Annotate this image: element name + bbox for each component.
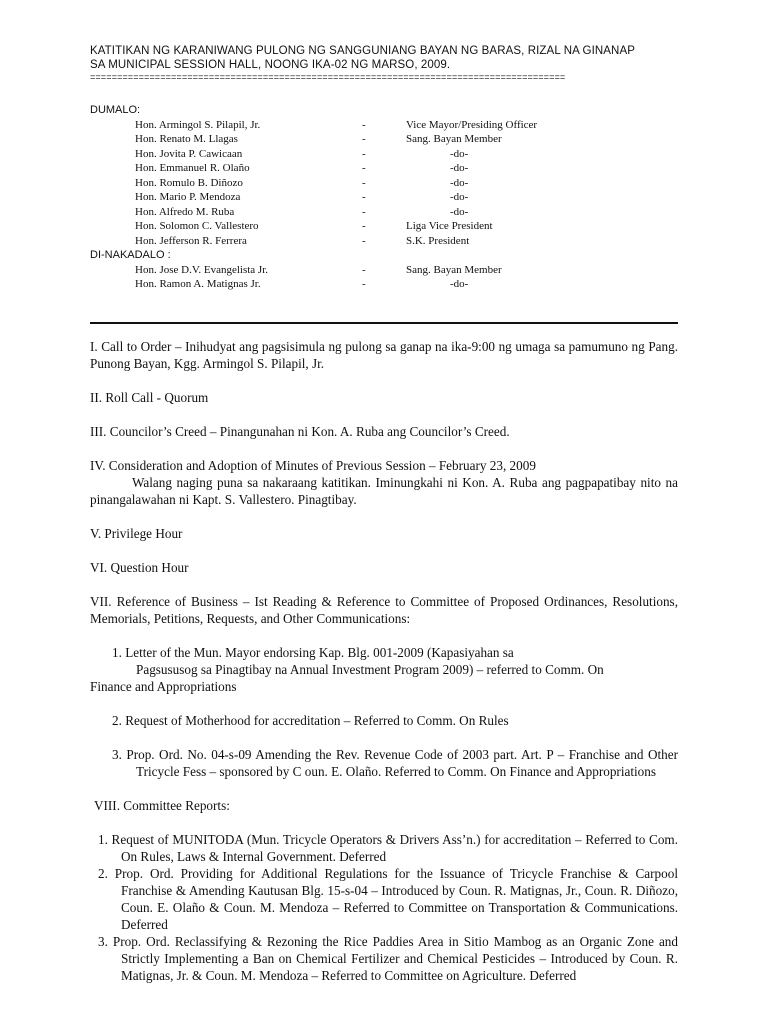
- document-header: [90, 44, 690, 72]
- attendee-row: [90, 219, 690, 234]
- reference-item-1-line-2: Pagsususog sa Pinagtibay na Annual Investment Program 2009) – referred to Comm. On: [136, 662, 604, 677]
- section-roll-call: II. Roll Call - Quorum: [90, 390, 209, 405]
- absent-label: DI-NAKADALO :: [90, 249, 171, 261]
- attendee-name: Hon. Jovita P. Cawicaan: [135, 147, 243, 160]
- reference-item-1-line-1: 1. Letter of the Mun. Mayor endorsing Kap. Blg. 001-2009 (Kapasiyahan sa: [112, 645, 514, 660]
- attendee-role: -do-: [450, 191, 469, 203]
- attendee-role: Liga Vice President: [406, 220, 493, 232]
- attendee-dash: -: [362, 220, 366, 232]
- attendance-list: [90, 103, 690, 292]
- reference-item-3: 3. Prop. Ord. No. 04-s-09 Amending the Rev. Revenue Code of 2003 part. Art. P – Franchise and Other Tricycle Fess – sponsored by C oun. E. Olaño. Referred to Comm. On Finance and Appropriations: [112, 747, 678, 779]
- absent-rows: [90, 263, 690, 292]
- attendee-row: [90, 205, 690, 220]
- attendee-row: [90, 118, 690, 133]
- attendee-row: [90, 190, 690, 205]
- header-line-2: SA MUNICIPAL SESSION HALL, NOONG IKA-02 NG MARSO, 2009.: [90, 59, 451, 71]
- present-label: DUMALO:: [90, 104, 141, 116]
- attendee-name: Hon. Jefferson R. Ferrera: [135, 234, 247, 247]
- attendee-row: [90, 161, 690, 176]
- section-privilege-hour: V. Privilege Hour: [90, 526, 183, 541]
- attendee-name: Hon. Mario P. Mendoza: [135, 191, 241, 203]
- attendee-name: Hon. Armingol S. Pilapil, Jr.: [135, 118, 261, 131]
- reference-item-1: [90, 644, 678, 695]
- attendee-row: [90, 147, 690, 162]
- attendee-role: -do-: [450, 162, 469, 174]
- attendee-role: -do-: [450, 205, 469, 218]
- attendee-name: Hon. Ramon A. Matignas Jr.: [135, 278, 261, 290]
- attendee-role: Vice Mayor/Presiding Officer: [406, 118, 538, 131]
- attendee-name: Hon. Renato M. Llagas: [135, 133, 238, 145]
- attendee-dash: -: [362, 176, 366, 189]
- section-divider: [90, 322, 678, 324]
- attendee-dash: -: [362, 162, 366, 174]
- attendee-dash: -: [362, 263, 366, 276]
- committee-report-item: 1. Request of MUNITODA (Mun. Tricycle Operators & Drivers Ass’n.) for accreditation – Referred to Com. On Rules, Laws & Internal Government. Deferred: [98, 832, 678, 864]
- attendee-row: [90, 132, 690, 147]
- minutes-adoption-title: IV. Consideration and Adoption of Minutes of Previous Session – February 23, 2009: [90, 458, 536, 473]
- attendee-row: [90, 277, 690, 292]
- section-committee-reports: VIII. Committee Reports:: [94, 798, 230, 813]
- minutes-body: [90, 338, 678, 984]
- header-line-1: KATITIKAN NG KARANIWANG PULONG NG SANGGUNIANG BAYAN NG BARAS, RIZAL NA GINANAP: [90, 45, 635, 57]
- attendee-role: -do-: [450, 176, 469, 189]
- attendee-dash: -: [362, 191, 366, 203]
- minutes-adoption-body: Walang naging puna sa nakaraang katitikan. Iminungkahi ni Kon. A. Ruba ang pagpapatibay nito na pinangalawahan ni Kapt. S. Vallestero. Pinagtibay.: [90, 475, 678, 507]
- attendee-row: [90, 263, 690, 278]
- attendee-dash: -: [362, 234, 366, 247]
- committee-report-item: 3. Prop. Ord. Reclassifying & Rezoning the Rice Paddies Area in Sitio Mambog as an Organic Zone and Strictly Implementing a Ban on Chemical Fertilizer and Chemical Pesticides – Introduced by Coun. R. Matignas, Jr. & Coun. M. Mendoza – Referred to Committee on Agriculture. Deferred: [98, 934, 678, 983]
- attendee-name: Hon. Romulo B. Diñozo: [135, 176, 243, 189]
- attendee-row: [90, 176, 690, 191]
- committee-report-item: 2. Prop. Ord. Providing for Additional Regulations for the Issuance of Tricycle Franchise & Carpool Franchise & Amending Kautusan Blg. 15-s-04 – Introduced by Coun. R. Matignas, Jr., Coun. R. Diñozo, Coun. E. Olaño & Coun. M. Mendoza – Referred to Committee on Transportation & Communications. Deferred: [98, 866, 678, 932]
- section-question-hour: VI. Question Hour: [90, 560, 189, 575]
- attendee-name: Hon. Solomon C. Vallestero: [135, 220, 259, 232]
- attendee-row: [90, 234, 690, 249]
- reference-item-2: 2. Request of Motherhood for accreditation – Referred to Comm. On Rules: [112, 713, 509, 728]
- section-reference-of-business: VII. Reference of Business – Ist Reading & Reference to Committee of Proposed Ordinances, Resolutions, Memorials, Petitions, Requests, and Other Communications:: [90, 594, 678, 626]
- section-call-to-order: I. Call to Order – Inihudyat ang pagsisimula ng pulong sa ganap na ika-9:00 ng umaga sa pamumuno ng Pang. Punong Bayan, Kgg. Armingol S. Pilapil, Jr.: [90, 339, 678, 371]
- attendee-role: -do-: [450, 278, 469, 290]
- attendee-dash: -: [362, 205, 366, 218]
- section-minutes-adoption: [90, 457, 678, 508]
- attendee-role: Sang. Bayan Member: [406, 263, 502, 276]
- attendee-dash: -: [362, 278, 366, 290]
- attendee-role: -do-: [450, 147, 469, 160]
- present-rows: [90, 118, 690, 249]
- attendee-name: Hon. Jose D.V. Evangelista Jr.: [135, 263, 269, 276]
- attendee-role: S.K. President: [406, 234, 470, 247]
- attendee-name: Hon. Emmanuel R. Olaño: [135, 162, 250, 174]
- attendee-dash: -: [362, 118, 366, 131]
- reference-item-1-line-3: Finance and Appropriations: [90, 679, 237, 694]
- header-separator: ========================================================================================: [90, 73, 566, 83]
- attendee-dash: -: [362, 147, 366, 160]
- section-councilors-creed: III. Councilor’s Creed – Pinangunahan ni Kon. A. Ruba ang Councilor’s Creed.: [90, 424, 510, 439]
- attendee-dash: -: [362, 133, 366, 145]
- attendee-role: Sang. Bayan Member: [406, 133, 502, 145]
- attendee-name: Hon. Alfredo M. Ruba: [135, 205, 235, 218]
